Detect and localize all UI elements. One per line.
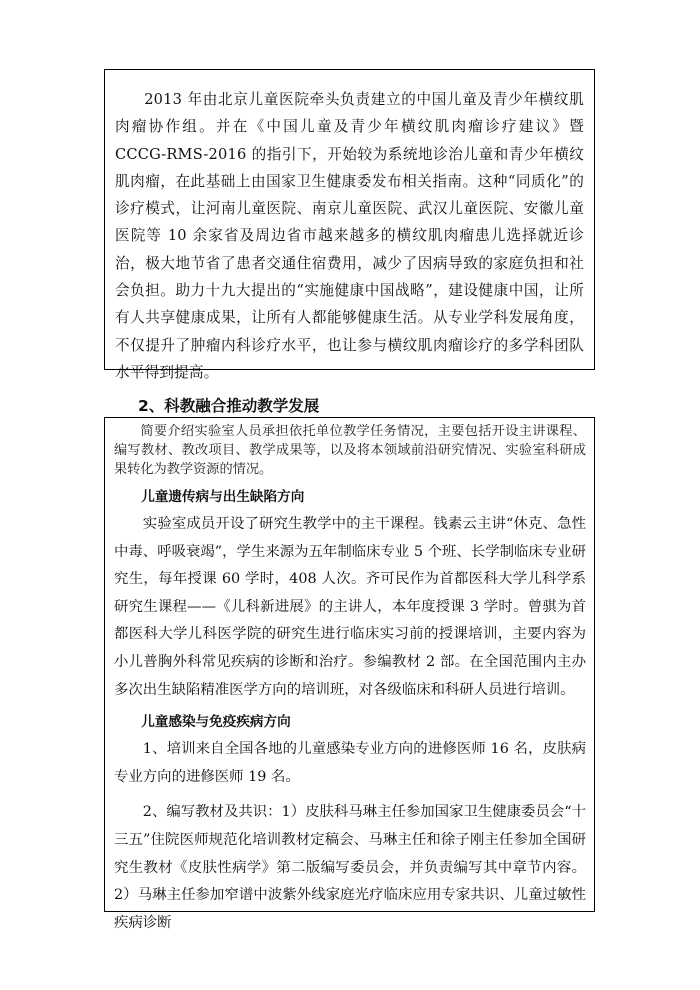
content-box-2 [104,417,595,931]
textbook-paragraph: 2、编写教材及共识：1）皮肤科马琳主任参加国家卫生健康委员会“十三五”住院医师规范化培训教材定稿会、马琳主任和徐子刚主任参加全国研究生教材《皮肤性病学》第二版编写委员会，并负责编写其中章节内容。2）马琳主任参加窄谱中波紫外线家庭光疗临床应用专家共识、儿童过敏性疾病诊断 [114,804,586,931]
heading-infection-immunity: 儿童感染与免疫疾病方向 [141,714,291,731]
training-paragraph: 1、培训来自全国各地的儿童感染专业方向的进修医师 16 名，皮肤病专业方向的进修医师 19 名。 [114,741,586,785]
content-box-1 [104,69,595,381]
section-title: 2、科教融合推动教学发展 [138,397,320,415]
rms-paragraph: 2013 年由北京儿童医院牵头负责建立的中国儿童及青少年横纹肌肉瘤协作组。并在《中国儿童及青少年横纹肌肉瘤诊疗建议》暨 CCCG-RMS-2016 的指引下，开始较为系统地诊治儿童和青少年横纹肌肉瘤，在此基础上由国家卫生健康委发布相关指南。这种“同质化”的诊疗模式，让河南儿童医院、南京儿童医院、武汉儿童医院、安徽儿童医院等 10 余家省及周边省市越来越多的横纹肌肉瘤患儿选择就近诊治，极大地节省了患者交通住宿费用，减少了因病导致的家庭负担和社会负担。助力十九大提出的“实施健康中国战略”，建设健康中国，让所有人共享健康成果，让所有人都能够健康生活。从专业学科发展角度，不仅提升了肿瘤内科诊疗水平，也让参与横纹肌肉瘤诊疗的多学科团队水平得到提高。 [115,91,584,381]
section-intro: 简要介绍实验室人员承担依托单位教学任务情况，主要包括开设主讲课程、编写教材、教改项目、教学成果等，以及将本领域前沿研究情况、实验室科研成果转化为教学资源的情况。 [114,424,586,477]
heading-genetic-disease: 儿童遗传病与出生缺陷方向 [141,489,305,505]
genetic-disease-paragraph: 实验室成员开设了研究生教学中的主干课程。钱素云主讲“休克、急性中毒、呼吸衰竭”，学生来源为五年制临床专业 5 个班、长学制临床专业研究生，每年授课 60 学时，408 人次。齐可民作为首都医科大学儿科学系研究生课程——《儿科新进展》的主讲人，本年度授课 3 学时。曾骐为首都医科大学儿科医学院的研究生进行临床实习前的授课培训，主要内容为小儿普胸外科常见疾病的诊断和治疗。参编教材 2 部。在全国范围内主办多次出生缺陷精准医学方向的培训班，对各级临床和科研人员进行培训。 [114,516,586,698]
